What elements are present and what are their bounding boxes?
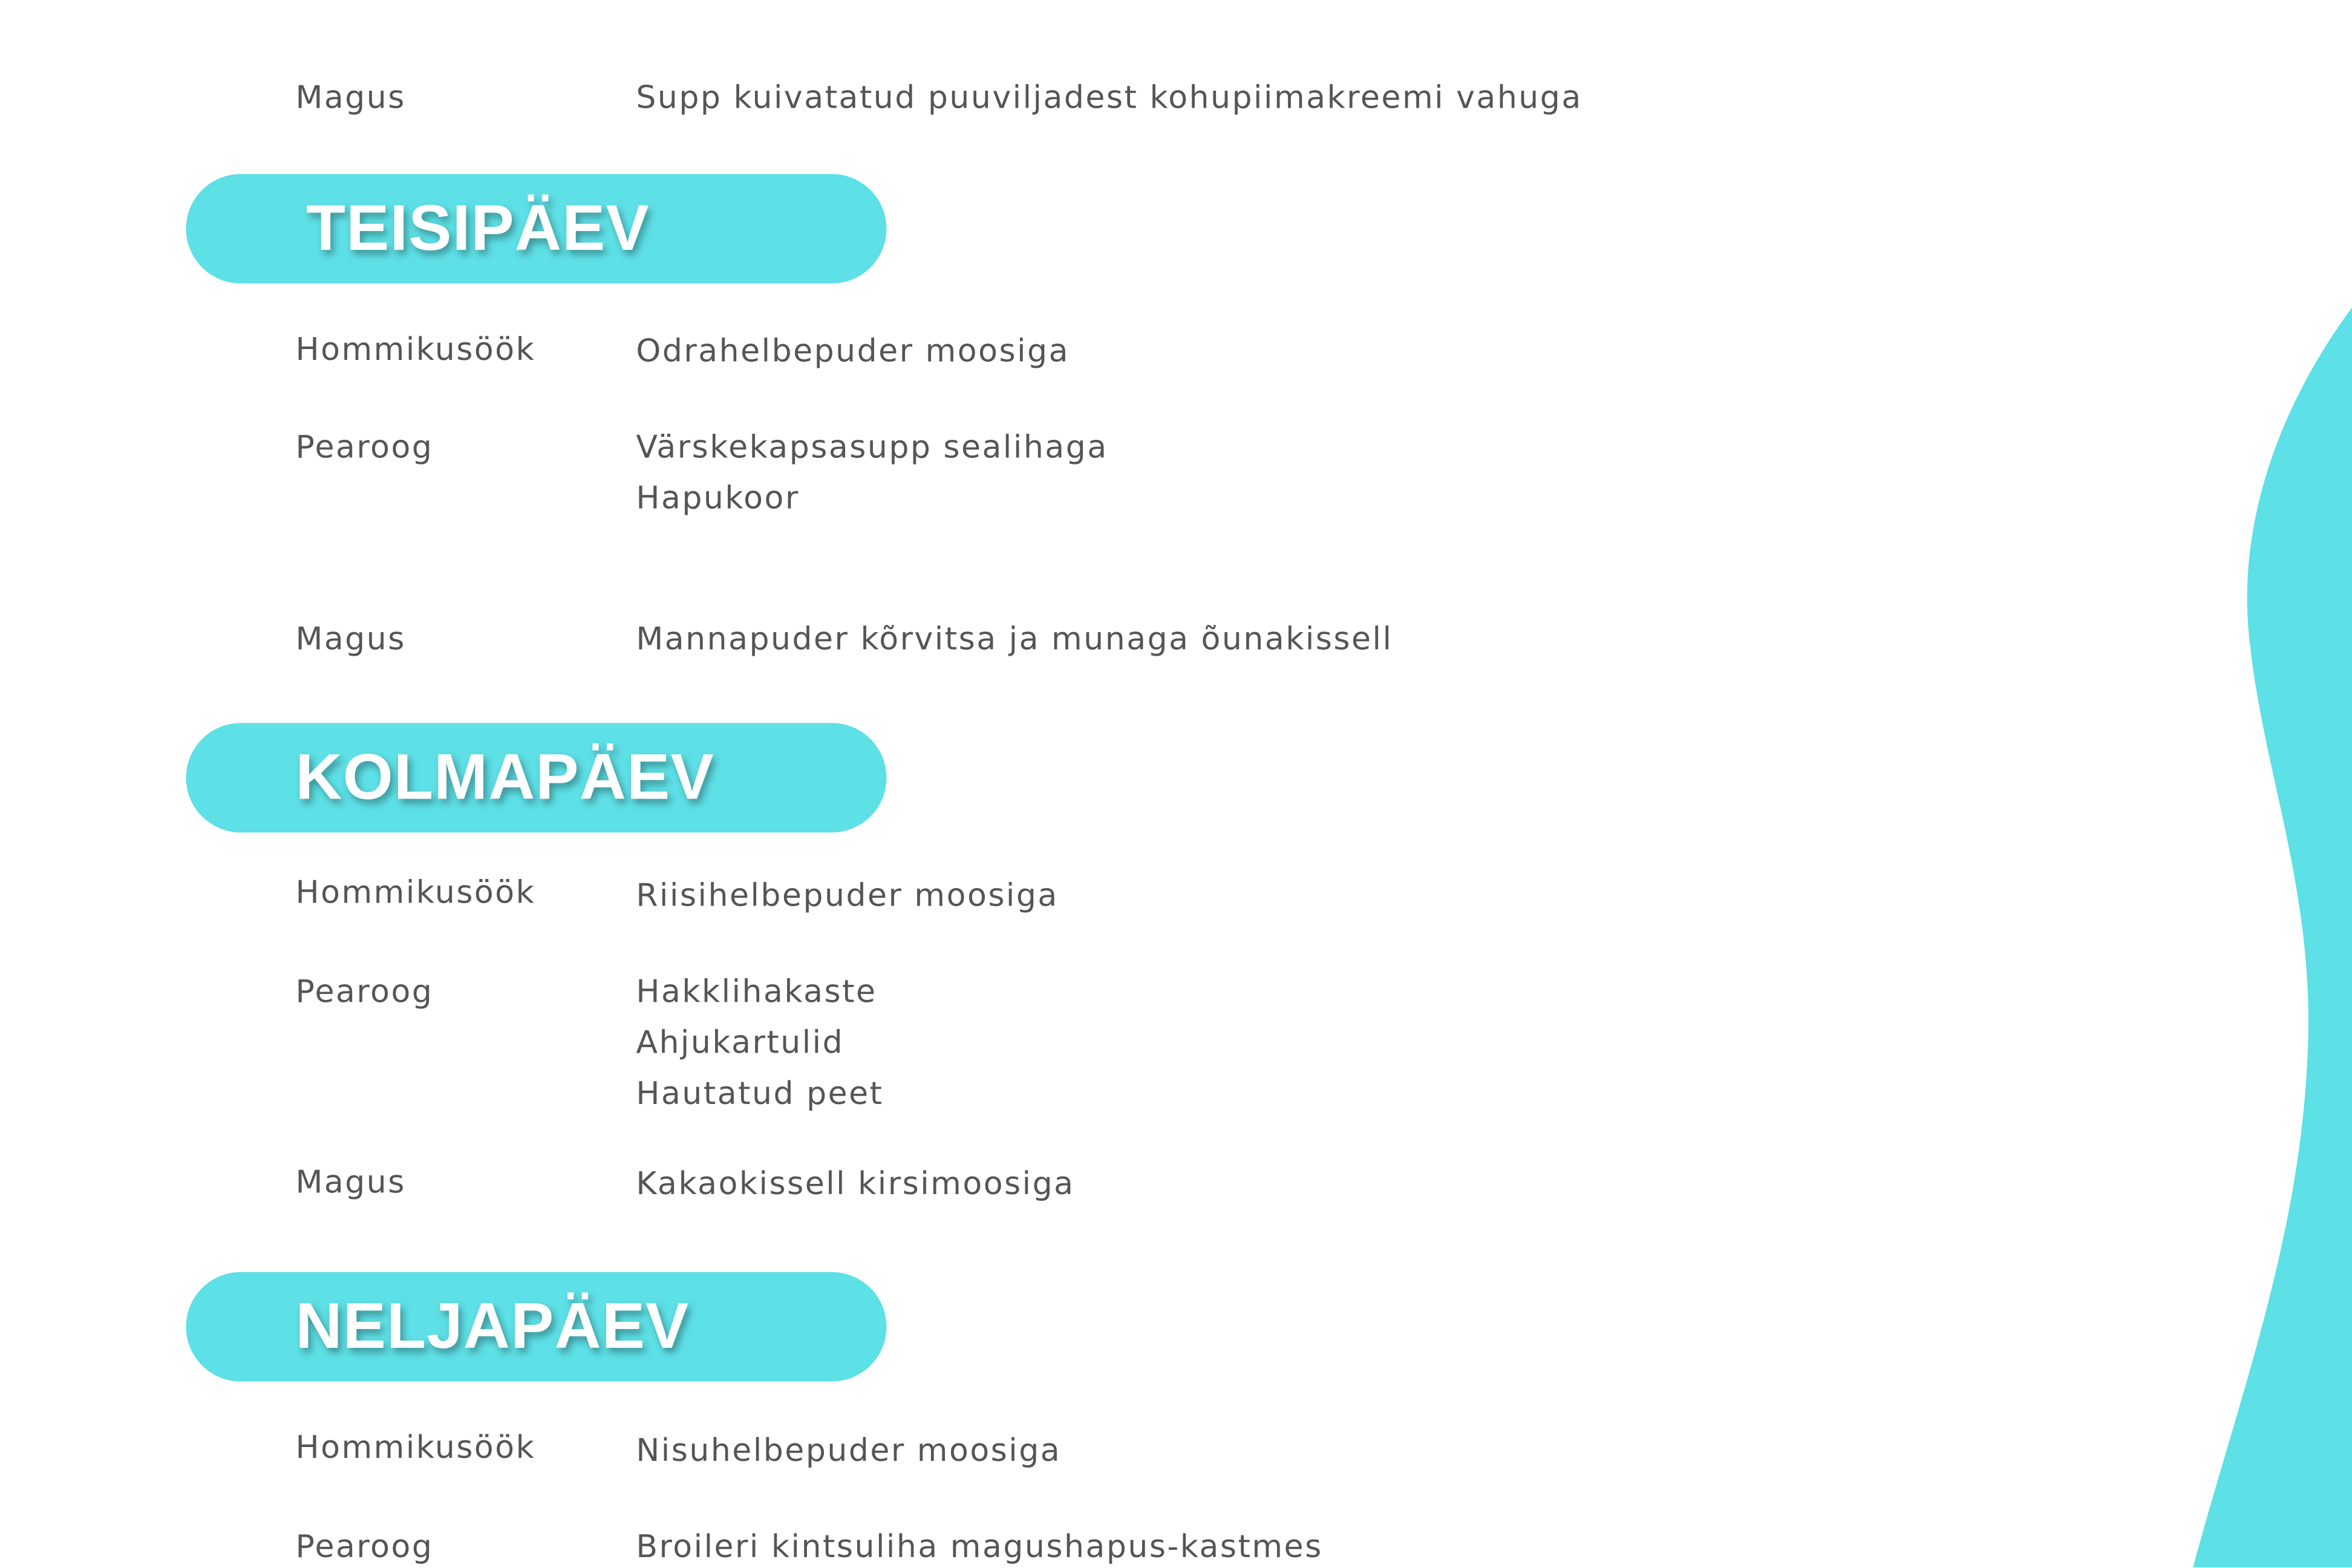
dish-line: Värskekapsasupp sealihaga [636, 429, 1108, 465]
meal-value-dessert [636, 613, 1393, 664]
dish-line: Nisuhelbepuder moosiga [636, 1432, 1062, 1469]
meal-label-breakfast: Hommikusöök [295, 331, 536, 368]
meal-label-main: Pearoog [295, 1528, 434, 1565]
meal-value-breakfast [636, 325, 1070, 376]
dish-line: Kakaokissell kirsimoosiga [636, 1165, 1075, 1202]
meal-value-breakfast [636, 870, 1058, 921]
dish-line: Mannapuder kõrvitsa ja munaga õunakissell [636, 621, 1393, 658]
meal-label-dessert: Magus [295, 621, 406, 658]
meal-label-breakfast: Hommikusöök [295, 1429, 536, 1466]
day-title: TEISIPÄEV [305, 192, 650, 264]
day-title: KOLMAPÄEV [295, 740, 714, 813]
meal-label-main: Pearoog [295, 429, 434, 465]
day-header-tuesday [186, 174, 886, 284]
dish-line: Odrahelbepuder moosiga [636, 333, 1070, 369]
meal-label-dessert: Magus [295, 1164, 406, 1200]
meal-value-dessert [636, 1158, 1074, 1209]
top-row-label: Magus [295, 79, 406, 116]
meal-label-breakfast: Hommikusöök [295, 874, 536, 911]
top-row-value: Supp kuivatatud puuviljadest kohupiimakreemi vahuga [636, 79, 1583, 116]
meal-value-main [636, 966, 883, 1119]
day-header-wednesday [186, 723, 886, 832]
dish-line: Riisihelbepuder moosiga [636, 877, 1059, 914]
dish-line: Hautatud peet [636, 1075, 884, 1112]
dish-line: Broileri kintsuliha magushapus-kastmes [636, 1528, 1323, 1565]
dish-line: Ahjukartulid [636, 1024, 844, 1061]
meal-label-main: Pearoog [295, 973, 434, 1010]
day-title: NELJAPÄEV [295, 1290, 690, 1362]
wave-fill [2193, 307, 2352, 1567]
dish-line: Hakklihakaste [636, 973, 877, 1010]
dish-line: Hapukoor [636, 480, 800, 516]
meal-value-breakfast [636, 1425, 1061, 1476]
meal-value-main [636, 1521, 1322, 1567]
day-header-thursday [186, 1272, 886, 1382]
meal-value-main [636, 422, 1108, 524]
